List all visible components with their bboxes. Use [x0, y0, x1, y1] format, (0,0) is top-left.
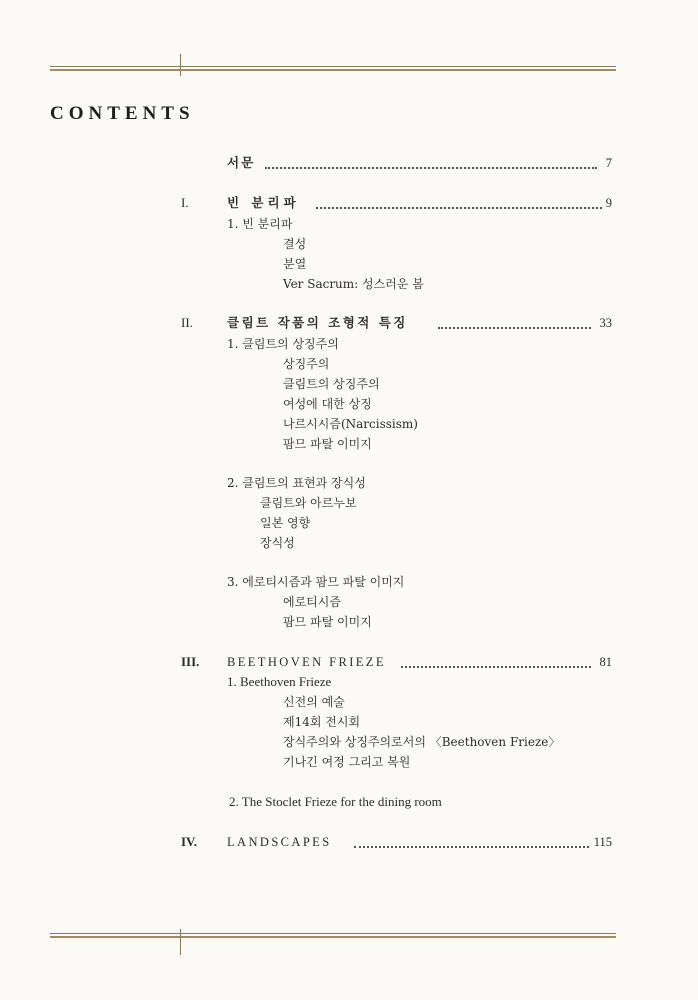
page-number: 7	[605, 156, 612, 170]
page-number: 33	[599, 316, 612, 330]
leader-dots	[265, 151, 597, 169]
preface-label: 서문	[227, 155, 256, 170]
section-title: LANDSCAPES	[227, 835, 332, 849]
page-number: 115	[593, 835, 612, 849]
page-number: 81	[599, 655, 612, 669]
top-rule	[50, 66, 616, 72]
section-title: 빈 분리파	[227, 195, 300, 210]
contents-title: CONTENTS	[50, 103, 195, 124]
leader-dots	[401, 650, 591, 668]
section-numeral: III.	[181, 654, 200, 669]
bottom-rule	[50, 933, 616, 939]
leader-dots	[316, 191, 602, 209]
page-number: 9	[605, 196, 612, 210]
section-numeral: IV.	[181, 834, 198, 849]
leader-dots	[438, 311, 591, 329]
section-title: 클림트 작품의 조형적 특징	[227, 315, 408, 330]
section-numeral: I.	[181, 195, 189, 210]
section-title: BEETHOVEN FRIEZE	[227, 655, 386, 669]
leader-dots	[354, 830, 589, 848]
section-numeral: II.	[181, 315, 193, 330]
